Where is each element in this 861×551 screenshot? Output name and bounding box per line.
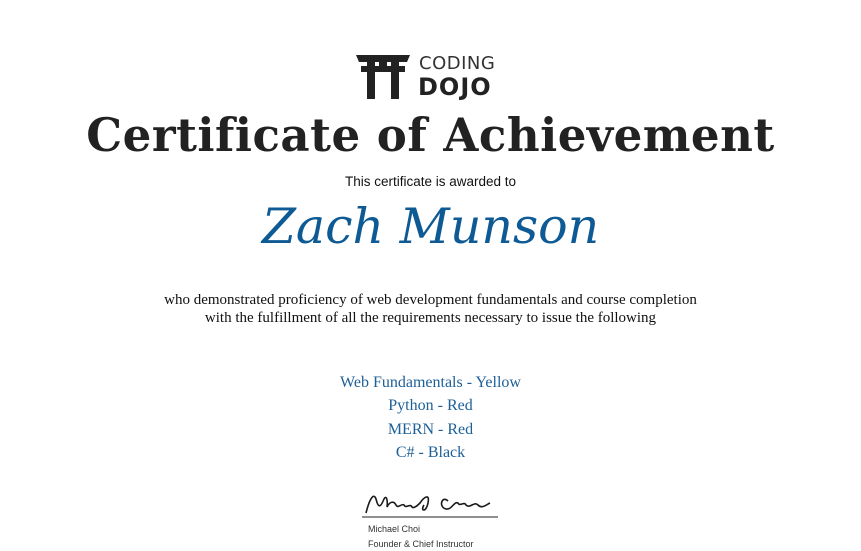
signature-image (360, 487, 500, 521)
track-item: C# - Black (395, 443, 466, 461)
logo-text-dojo: DOJO (418, 73, 492, 101)
recipient-name: Zach Munson (261, 198, 600, 255)
track-item: Python - Red (388, 397, 473, 415)
logo-text-coding: CODING (419, 53, 496, 74)
track-item: Web Fundamentals - Yellow (340, 374, 521, 391)
signer-name: Michael Choi (368, 524, 421, 534)
signer-title: Founder & Chief Instructor (368, 539, 474, 549)
certificate-description: who demonstrated proficiency of web development fundamentals and course completion with the fulfillment of all the requirements necessary to issue the following (164, 292, 697, 326)
coding-dojo-logo (356, 53, 516, 101)
track-item: MERN - Red (387, 420, 474, 438)
torii-gate-icon (356, 53, 410, 99)
certificate-title: Certificate of Achievement (86, 108, 775, 162)
awarded-text: This certificate is awarded to (344, 174, 517, 189)
track-list (0, 371, 861, 464)
